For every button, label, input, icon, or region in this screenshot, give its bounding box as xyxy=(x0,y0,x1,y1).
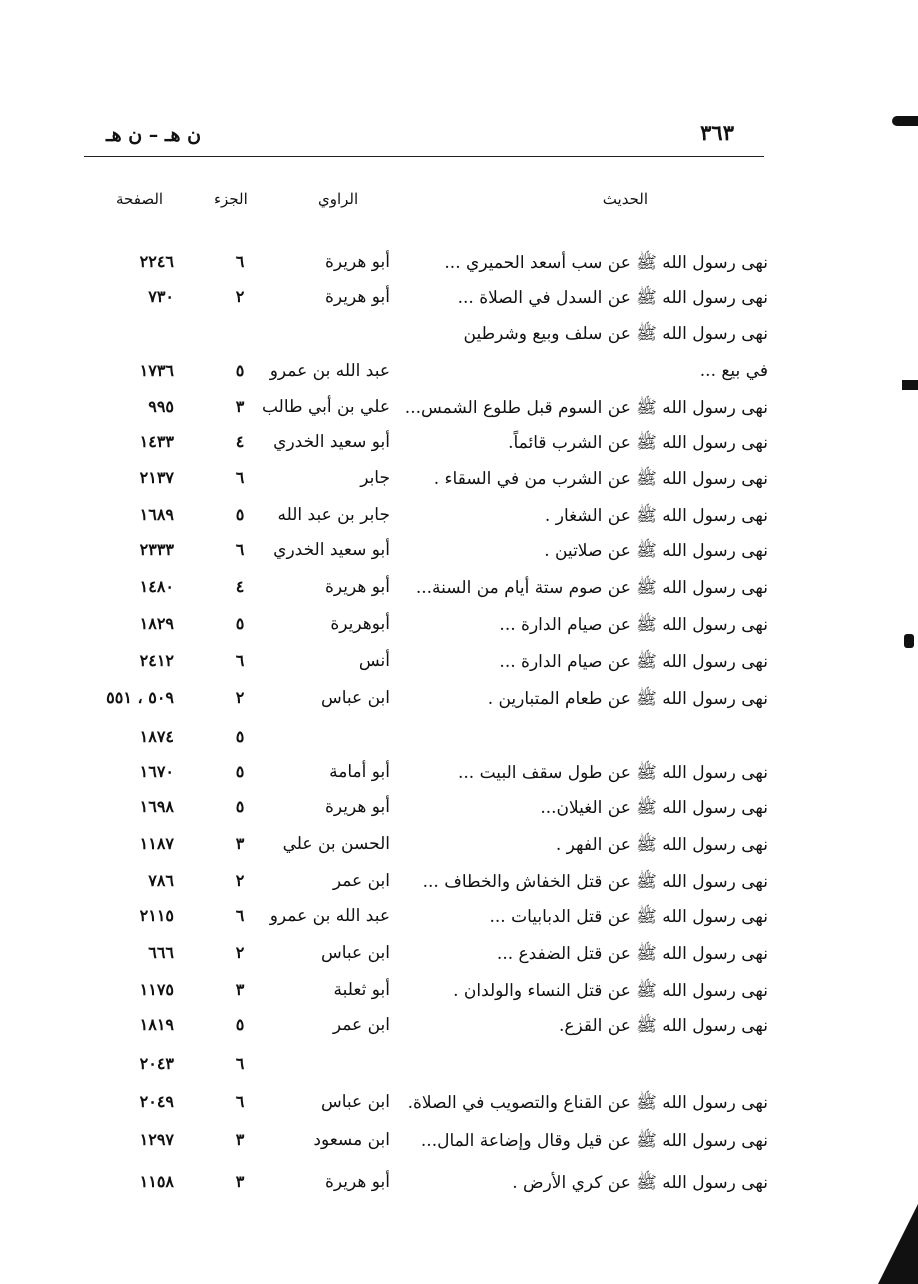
page-ref: ٦٦٦ xyxy=(148,943,174,962)
page-ref: ٥٠٩ ، ٥٥١ xyxy=(106,688,174,707)
column-header-rawi: الراوي xyxy=(318,190,359,208)
table-row xyxy=(0,252,918,282)
narrator: أبو أمامة xyxy=(329,762,390,782)
edge-mark-middle xyxy=(902,380,918,390)
narrator: ابن عمر xyxy=(332,871,390,891)
hadith-text: نهى رسول الله ﷺ عن طعام المتبارين . xyxy=(487,689,768,709)
page-ref: ١٤٣٣ xyxy=(139,432,174,451)
table-row xyxy=(0,540,918,570)
hadith-text: نهى رسول الله ﷺ عن السوم قبل طلوع الشمس... xyxy=(404,398,768,418)
hadith-text: نهى رسول الله ﷺ عن القناع والتصويب في الصلاة. xyxy=(407,1093,768,1113)
page-ref: ٢٤١٢ xyxy=(139,651,174,670)
volume-number: ٦ xyxy=(235,252,245,271)
page-ref: ١٤٨٠ xyxy=(139,577,174,596)
hadith-text: نهى رسول الله ﷺ عن الشغار . xyxy=(544,506,768,526)
table-row xyxy=(0,906,918,936)
page-ref: ١٨١٩ xyxy=(139,1015,174,1034)
volume-number: ٥ xyxy=(235,762,245,781)
table-row xyxy=(0,361,918,391)
narrator: علي بن أبي طالب xyxy=(261,397,390,417)
table-row xyxy=(0,397,918,427)
hadith-text: نهى رسول الله ﷺ عن الغيلان... xyxy=(540,798,768,818)
hadith-text: نهى رسول الله ﷺ عن قتل الضفدع ... xyxy=(496,944,768,964)
narrator: عبد الله بن عمرو xyxy=(269,361,390,381)
narrator: ابن مسعود xyxy=(313,1130,390,1150)
narrator: أبو سعيد الخدري xyxy=(273,540,390,560)
volume-number: ٣ xyxy=(235,834,245,853)
hadith-text: نهى رسول الله ﷺ عن قتل الخفاش والخطاف ... xyxy=(422,872,768,892)
volume-number: ٦ xyxy=(235,540,245,559)
page-ref: ١٦٧٠ xyxy=(139,762,174,781)
page-number: ٣٦٣ xyxy=(700,120,734,145)
hadith-text: نهى رسول الله ﷺ عن القزع. xyxy=(558,1016,768,1036)
page-corner-shadow xyxy=(878,1204,918,1284)
volume-number: ٥ xyxy=(235,614,245,633)
table-row xyxy=(0,1054,918,1084)
page-ref: ١٧٣٦ xyxy=(139,361,174,380)
narrator: أبو هريرة xyxy=(324,287,390,307)
table-row xyxy=(0,1015,918,1045)
table-row xyxy=(0,468,918,498)
narrator: أبو هريرة xyxy=(324,1172,390,1192)
table-row xyxy=(0,651,918,681)
table-row xyxy=(0,980,918,1010)
volume-number: ٣ xyxy=(235,1130,245,1149)
narrator: أبو هريرة xyxy=(324,252,390,272)
volume-number: ٤ xyxy=(235,577,245,596)
volume-number: ٥ xyxy=(235,727,245,746)
narrator: أبو هريرة xyxy=(324,797,390,817)
page-ref: ٢٠٤٣ xyxy=(139,1054,174,1073)
volume-number: ٦ xyxy=(235,468,245,487)
table-row xyxy=(0,323,918,353)
table-row xyxy=(0,614,918,644)
narrator: الحسن بن علي xyxy=(282,834,390,854)
narrator: أنس xyxy=(358,651,390,671)
narrator: جابر بن عبد الله xyxy=(277,505,390,525)
header-rule xyxy=(84,156,764,157)
page-ref: ١٨٧٤ xyxy=(139,727,174,746)
narrator: ابن عباس xyxy=(320,943,390,963)
volume-number: ٥ xyxy=(235,505,245,524)
column-header-hadith: الحديث xyxy=(602,190,648,208)
table-row xyxy=(0,505,918,535)
volume-number: ٦ xyxy=(235,1092,245,1111)
page-ref: ١١٧٥ xyxy=(139,980,174,999)
volume-number: ٣ xyxy=(235,1172,245,1191)
page-ref: ١١٥٨ xyxy=(139,1172,174,1191)
hadith-text: نهى رسول الله ﷺ عن قتل النساء والولدان . xyxy=(453,981,768,1001)
hadith-text: نهى رسول الله ﷺ عن طول سقف البيت ... xyxy=(458,763,768,783)
page-ref: ٢٣٣٣ xyxy=(139,540,174,559)
hadith-text: نهى رسول الله ﷺ عن كري الأرض . xyxy=(512,1173,768,1193)
volume-number: ٦ xyxy=(235,1054,245,1073)
table-row xyxy=(0,1092,918,1122)
volume-number: ٥ xyxy=(235,1015,245,1034)
column-header-page: الصفحة xyxy=(116,190,164,208)
page-ref: ١٢٩٧ xyxy=(139,1130,174,1149)
narrator: أبو سعيد الخدري xyxy=(273,432,390,452)
narrator: ابن عمر xyxy=(332,1015,390,1035)
table-row xyxy=(0,1172,918,1202)
hadith-text: نهى رسول الله ﷺ عن السدل في الصلاة ... xyxy=(457,288,768,308)
page-ref: ٢١٣٧ xyxy=(139,468,174,487)
page-ref: ٢١١٥ xyxy=(139,906,174,925)
volume-number: ٦ xyxy=(235,651,245,670)
volume-number: ٥ xyxy=(235,797,245,816)
narrator: ابن عباس xyxy=(320,688,390,708)
volume-number: ٢ xyxy=(235,688,245,707)
table-row xyxy=(0,797,918,827)
hadith-text: نهى رسول الله ﷺ عن سلف وبيع وشرطين xyxy=(463,324,768,344)
table-row xyxy=(0,432,918,462)
volume-number: ٦ xyxy=(235,906,245,925)
table-row xyxy=(0,688,918,718)
table-row xyxy=(0,727,918,757)
volume-number: ٥ xyxy=(235,361,245,380)
page-ref: ٩٩٥ xyxy=(148,397,174,416)
narrator: جابر xyxy=(360,468,390,488)
page-ref: ١٦٨٩ xyxy=(139,505,174,524)
hadith-text: نهى رسول الله ﷺ عن الفهر . xyxy=(555,835,768,855)
volume-number: ٤ xyxy=(235,432,245,451)
table-row xyxy=(0,577,918,607)
hadith-text: نهى رسول الله ﷺ عن الشرب من في السقاء . xyxy=(433,469,768,489)
page-ref: ١١٨٧ xyxy=(139,834,174,853)
page-ref: ٧٣٠ xyxy=(148,287,174,306)
hadith-text: نهى رسول الله ﷺ عن الشرب قائماً. xyxy=(508,433,768,453)
hadith-text: نهى رسول الله ﷺ عن صوم ستة أيام من السنة... xyxy=(415,578,768,598)
narrator: أبوهريرة xyxy=(330,614,390,634)
hadith-text: نهى رسول الله ﷺ عن قتل الدبابيات ... xyxy=(489,907,768,927)
table-row xyxy=(0,762,918,792)
table-row xyxy=(0,871,918,901)
volume-number: ٣ xyxy=(235,397,245,416)
table-row xyxy=(0,1130,918,1160)
column-header-juz: الجزء xyxy=(214,190,248,208)
volume-number: ٢ xyxy=(235,943,245,962)
narrator: أبو ثعلبة xyxy=(333,980,390,1000)
edge-mark-top xyxy=(892,116,918,126)
running-head: ن هـ – ن هـ xyxy=(106,124,202,146)
hadith-text: في بيع ... xyxy=(699,361,768,381)
page-ref: ٧٨٦ xyxy=(148,871,174,890)
page-ref: ١٦٩٨ xyxy=(139,797,174,816)
edge-mark-lower xyxy=(904,634,914,648)
page-ref: ١٨٢٩ xyxy=(139,614,174,633)
table-row xyxy=(0,287,918,317)
page-ref: ٢٠٤٩ xyxy=(139,1092,174,1111)
volume-number: ٣ xyxy=(235,980,245,999)
volume-number: ٢ xyxy=(235,287,245,306)
hadith-text: نهى رسول الله ﷺ عن صيام الدارة ... xyxy=(499,615,768,635)
table-row xyxy=(0,834,918,864)
hadith-text: نهى رسول الله ﷺ عن صيام الدارة ... xyxy=(499,652,768,672)
hadith-text: نهى رسول الله ﷺ عن صلاتين . xyxy=(544,541,768,561)
narrator: أبو هريرة xyxy=(324,577,390,597)
table-row xyxy=(0,943,918,973)
hadith-text: نهى رسول الله ﷺ عن قيل وقال وإضاعة المال... xyxy=(420,1131,768,1151)
hadith-text: نهى رسول الله ﷺ عن سب أسعد الحميري ... xyxy=(444,253,768,273)
page-ref: ٢٢٤٦ xyxy=(139,252,174,271)
narrator: عبد الله بن عمرو xyxy=(269,906,390,926)
volume-number: ٢ xyxy=(235,871,245,890)
narrator: ابن عباس xyxy=(320,1092,390,1112)
